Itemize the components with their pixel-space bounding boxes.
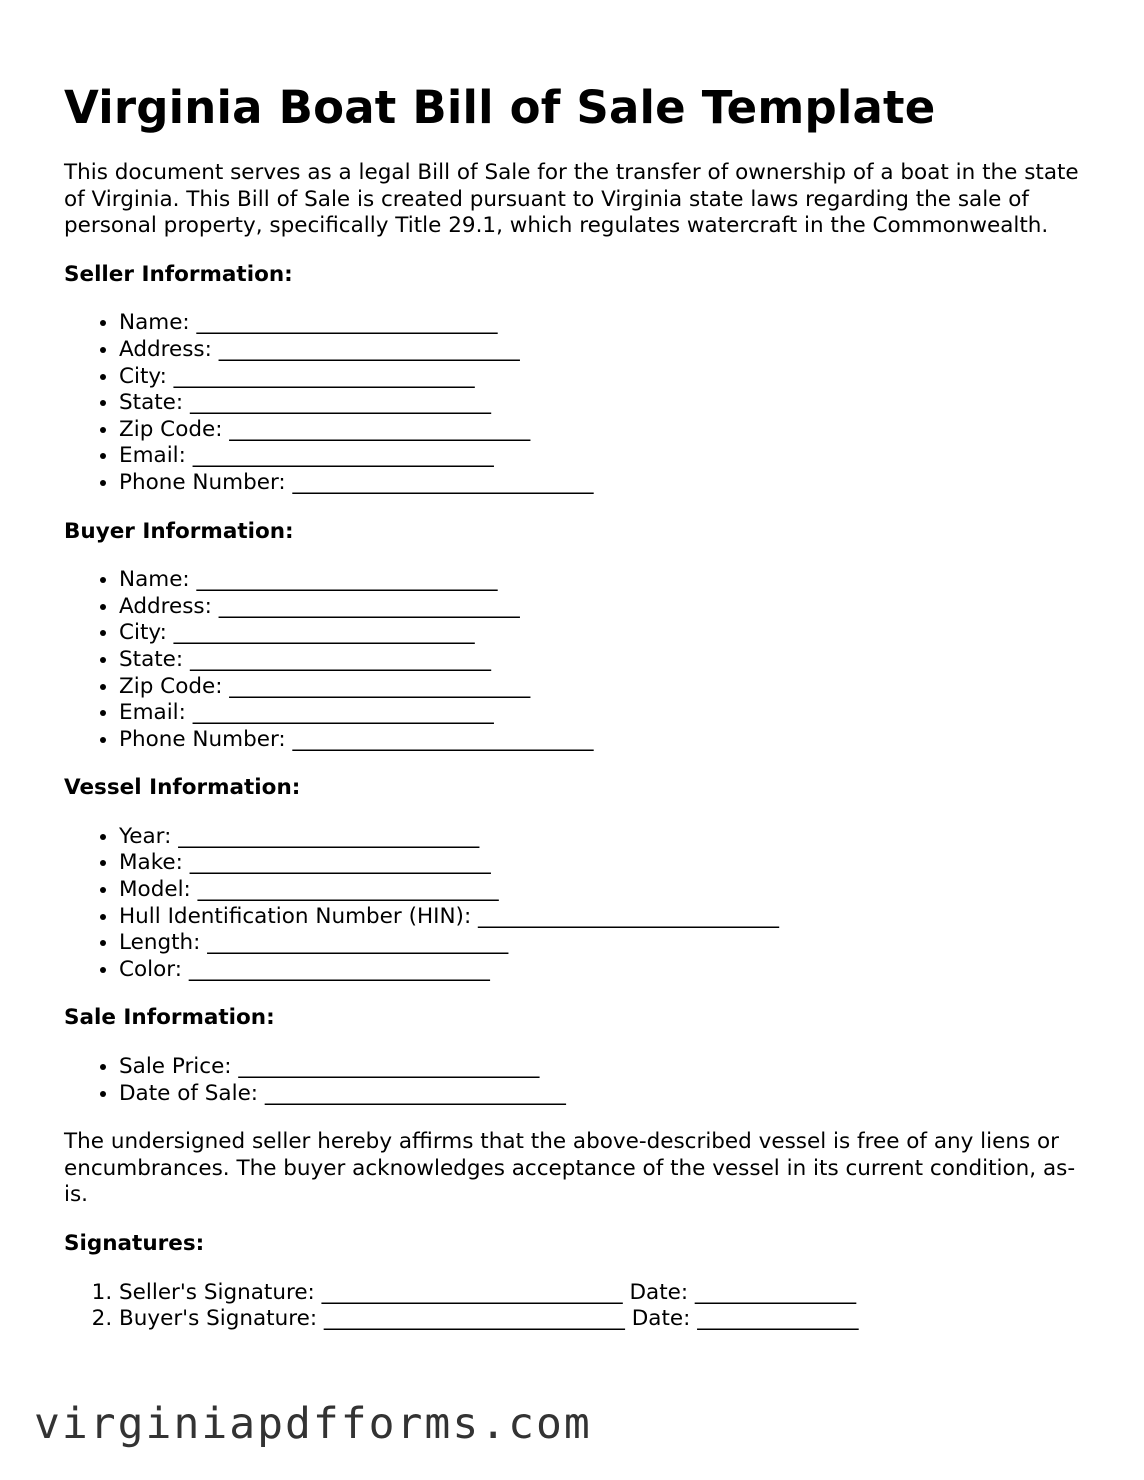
signatures-list: [64, 1280, 1084, 1333]
document-page: [64, 78, 1084, 1355]
seller-state-field: • State: ____________________________: [119, 390, 1084, 417]
page-title: Virginia Boat Bill of Sale Template: [64, 81, 936, 134]
seller-heading: Seller Information:: [64, 261, 293, 287]
vessel-heading: Vessel Information:: [64, 775, 301, 801]
vessel-hin-field: • Hull Identification Number (HIN): ____________________________: [119, 904, 1084, 931]
seller-zip-field: • Zip Code: ____________________________: [119, 417, 1084, 444]
seller-email-field: • Email: ____________________________: [119, 443, 1084, 470]
affirmation-paragraph: The undersigned seller hereby affirms that the above-described vessel is free of any liens or encumbrances. The buyer acknowledges acceptance of the vessel in its current condition, as-is.: [64, 1129, 1076, 1208]
seller-phone-field: • Phone Number: ____________________________: [119, 470, 1084, 497]
seller-name-field: • Name: ____________________________: [119, 310, 1084, 337]
sale-price-field: • Sale Price: ____________________________: [119, 1054, 1084, 1081]
signatures-heading: Signatures:: [64, 1231, 205, 1256]
seller-address-field: • Address: ____________________________: [119, 337, 1084, 364]
buyer-list: [64, 567, 1084, 753]
sale-date-field: • Date of Sale: ____________________________: [119, 1081, 1084, 1108]
buyer-phone-field: • Phone Number: ____________________________: [119, 727, 1084, 754]
buyer-address-field: • Address: ____________________________: [119, 594, 1084, 621]
buyer-heading: Buyer Information:: [64, 518, 294, 544]
buyer-email-field: • Email: ____________________________: [119, 700, 1084, 727]
vessel-color-field: • Color: ____________________________: [119, 957, 1084, 984]
buyer-zip-field: • Zip Code: ____________________________: [119, 674, 1084, 701]
buyer-name-field: • Name: ____________________________: [119, 567, 1084, 594]
seller-signature-line: 1. Seller's Signature: ____________________________ Date: _______________: [119, 1280, 1084, 1307]
buyer-signature-line: 2. Buyer's Signature: ____________________________ Date: _______________: [119, 1306, 1084, 1333]
buyer-city-field: • City: ____________________________: [119, 620, 1084, 647]
vessel-make-field: • Make: ____________________________: [119, 850, 1084, 877]
seller-list: [64, 310, 1084, 496]
sale-heading: Sale Information:: [64, 1005, 275, 1031]
sale-list: [64, 1054, 1084, 1107]
vessel-model-field: • Model: ____________________________: [119, 877, 1084, 904]
buyer-state-field: • State: ____________________________: [119, 647, 1084, 674]
vessel-list: [64, 824, 1084, 984]
intro-paragraph: This document serves as a legal Bill of Sale for the transfer of ownership of a boat in the state of Virginia. This Bill of Sale is created pursuant to Virginia state laws regarding the sale of personal property, specifically Title 29.1, which regulates watercraft in the Commonwealth.: [64, 160, 1079, 239]
seller-city-field: • City: ____________________________: [119, 364, 1084, 391]
vessel-length-field: • Length: ____________________________: [119, 930, 1084, 957]
vessel-year-field: • Year: ____________________________: [119, 824, 1084, 851]
watermark-text: virginiapdfforms.com: [34, 1399, 592, 1449]
